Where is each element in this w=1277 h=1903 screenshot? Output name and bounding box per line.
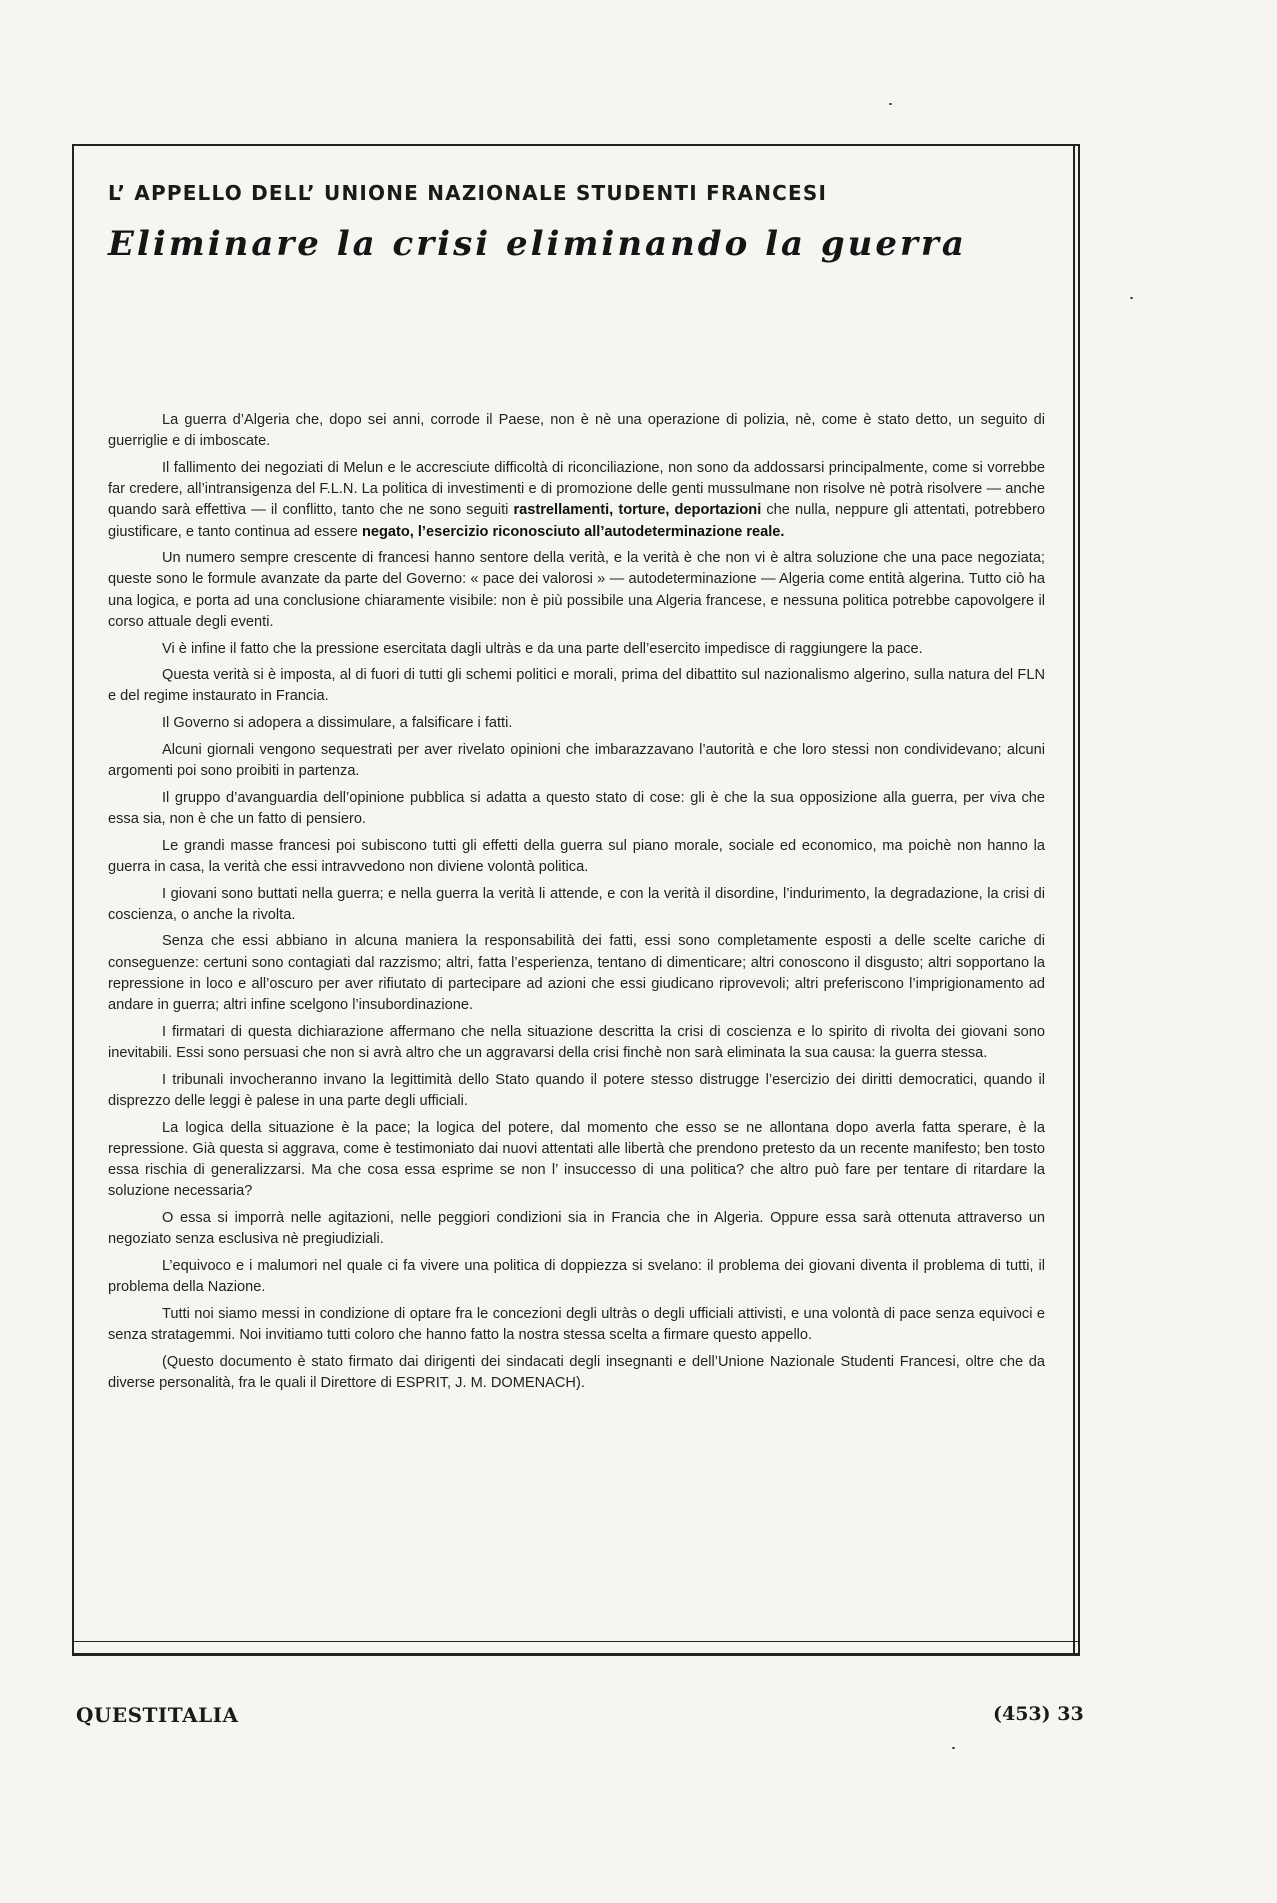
paragraph-text: Le grandi masse francesi poi subiscono tutti gli effetti della guerra sul piano morale, sociale ed economico, ma poichè non hanno la guerra in casa, la verità che essi intravvedono non diviene volontà politica. xyxy=(108,837,1045,875)
print-speck xyxy=(952,1747,955,1749)
article-paragraph xyxy=(108,931,1045,1016)
paragraph-text: La logica della situazione è la pace; la logica del potere, dal momento che esso se ne allontana dopo averla fatta sperare, è la repressione. Già questa si aggrava, come è testimoniato dai nuovi attentati alle libertà che prendono pretesto da un recente manifesto; ben tosto essa rischia di generalizzarsi. Ma che cosa essa esprime se non l’ insuccesso di una politica? che altro può fare per tentare di ritardare la soluzione necessaria? xyxy=(108,1119,1045,1200)
article-paragraph xyxy=(108,548,1045,633)
frame-right-rule xyxy=(1073,144,1075,1656)
paragraph-text: I tribunali invocheranno invano la legittimità dello Stato quando il potere stesso distrugge l’esercizio dei diritti democratici, quando il disprezzo delle leggi è palese in una parte degli ufficiali. xyxy=(108,1071,1045,1109)
paragraph-text: Alcuni giornali vengono sequestrati per aver rivelato opinioni che imbarazzavano l’autorità e che loro stessi non condividevano; alcuni argomenti poi sono proibiti in partenza. xyxy=(108,741,1045,780)
bold-phrase: rastrellamenti, torture, deportazioni xyxy=(513,502,762,519)
article-paragraph xyxy=(108,1118,1045,1203)
article-paragraph xyxy=(108,639,1045,660)
print-speck xyxy=(889,103,892,105)
paragraph-text: I giovani sono buttati nella guerra; e nella guerra la verità li attende, e con la verità il disordine, l’indurimento, la degradazione, la crisi di coscienza, o anche la rivolta. xyxy=(108,885,1045,923)
paragraph-text: Questa verità si è imposta, al di fuori di tutti gli schemi politici e morali, prima del dibattito sul nazionalismo algerino, sulla natura del FLN e del regime instaurato in Francia. xyxy=(108,667,1045,705)
article-paragraph xyxy=(108,665,1045,707)
article-kicker: L’ APPELLO DELL’ UNIONE NAZIONALE STUDENTI FRANCESI xyxy=(108,181,828,205)
paragraph-text: I firmatari di questa dichiarazione affermano che nella situazione descritta la crisi di coscienza e lo spirito di rivolta dei giovani sono inevitabili. Essi sono persuasi che non si avrà altro che un aggravarsi della crisi finchè non sarà eliminata la sua causa: la guerra stessa. xyxy=(108,1023,1045,1061)
magazine-name: QUESTITALIA xyxy=(76,1703,239,1727)
paragraph-text: Tutti noi siamo messi in condizione di optare fra le concezioni degli ultràs o degli ufficiali attivisti, e una volontà di pace senza equivoci e senza stratagemmi. Noi invitiamo tutti coloro che hanno fatto la nostra stessa scelta a firmare questo appello. xyxy=(108,1305,1045,1343)
article-paragraph xyxy=(108,1208,1045,1250)
paragraph-text: che nulla, neppure gli attentati, potrebbero giustificare, e tanto continua ad essere xyxy=(108,502,1045,540)
article-paragraph xyxy=(108,1022,1045,1064)
article-paragraph xyxy=(108,410,1045,452)
paragraph-text: Il fallimento dei negoziati di Melun e le accresciute difficoltà di riconciliazione, non sono da addossarsi principalmente, come si vorrebbe far credere, all’intransigenza del F.L.N. La politica di investimenti e di promozione delle genti mussulmane non risolve nè potrà risolvere — anche quando sarà effettiva — il conflitto, tanto che ne sono seguiti xyxy=(108,459,1045,519)
article-paragraph xyxy=(108,1352,1045,1394)
paragraph-text: Un numero sempre crescente di francesi hanno sentore della verità, e la verità è che non vi è altra soluzione che una pace negoziata; queste sono le formule avanzate da parte del Governo: « pace dei valorosi » — autodeterminazione — Algeria come entità algerina. Tutto ciò ha una logica, e porta ad una conclusione chiaramente visibile: non è più possibile una Algeria francese, e nessuna politica potrebbe capovolgere il corso attuale degli eventi. xyxy=(108,550,1045,630)
paragraph-text: L’equivoco e i malumori nel quale ci fa vivere una politica di doppiezza si svelano: il problema dei giovani diventa il problema di tutti, il problema della Nazione. xyxy=(108,1257,1045,1296)
bold-phrase: negato, l’esercizio riconosciuto all’autodeterminazione reale. xyxy=(361,523,785,540)
article-headline: Eliminare la crisi eliminando la guerra xyxy=(108,224,967,264)
article-paragraph xyxy=(108,836,1045,878)
article-paragraph xyxy=(108,1256,1045,1298)
frame-bottom-rule xyxy=(72,1641,1080,1642)
paragraph-text: O essa si imporrà nelle agitazioni, nelle peggiori condizioni sia in Francia che in Algeria. Oppure essa sarà ottenuta attraverso un negoziato senza esclusiva nè pregiudiziali. xyxy=(108,1209,1045,1248)
article-paragraph xyxy=(108,713,1045,734)
paragraph-text: Il gruppo d’avanguardia dell’opinione pubblica si adatta a questo stato di cose: gli è che la sua opposizione alla guerra, per viva che essa sia, non è che un fatto di pensiero. xyxy=(108,789,1045,827)
article-paragraph xyxy=(108,788,1045,830)
paragraph-text: Vi è infine il fatto che la pressione esercitata dagli ultràs e da una parte dell’esercito impedisce di raggiungere la pace. xyxy=(162,640,923,657)
article-paragraph xyxy=(108,884,1045,926)
article-paragraph xyxy=(108,458,1045,543)
article-paragraph xyxy=(108,1304,1045,1346)
article-paragraph xyxy=(108,740,1045,782)
print-speck xyxy=(1130,297,1133,299)
article-body xyxy=(108,410,1045,1400)
paragraph-text: (Questo documento è stato firmato dai dirigenti dei sindacati degli insegnanti e dell’Unione Nazionale Studenti Francesi, oltre che da diverse personalità, fra le quali il Direttore di ESPRIT, J. M. DOMENACH). xyxy=(108,1353,1045,1391)
paragraph-text: La guerra d’Algeria che, dopo sei anni, corrode il Paese, non è nè una operazione di polizia, nè, come è stato detto, un seguito di guerriglie e di imboscate. xyxy=(108,412,1045,450)
paragraph-text: Senza che essi abbiano in alcuna maniera la responsabilità dei fatti, essi sono completamente esposti a delle scelte cariche di conseguenze: certuni sono contagiati dal razzismo; altri, fatta l’esperienza, tentano di dimenticare; altri conoscono il disgusto; altri sopportano la repressione in loco e all’oscuro per aver rifiutato di partecipare ad azioni che essi giudicano riprovevoli; altri preferiscono l’imprigionamento ad andare in guerra; altri infine scelgono l’insubordinazione. xyxy=(108,933,1045,1014)
paragraph-text: Il Governo si adopera a dissimulare, a falsificare i fatti. xyxy=(162,715,513,732)
article-paragraph xyxy=(108,1070,1045,1112)
page-number: (453) 33 xyxy=(993,1703,1084,1725)
